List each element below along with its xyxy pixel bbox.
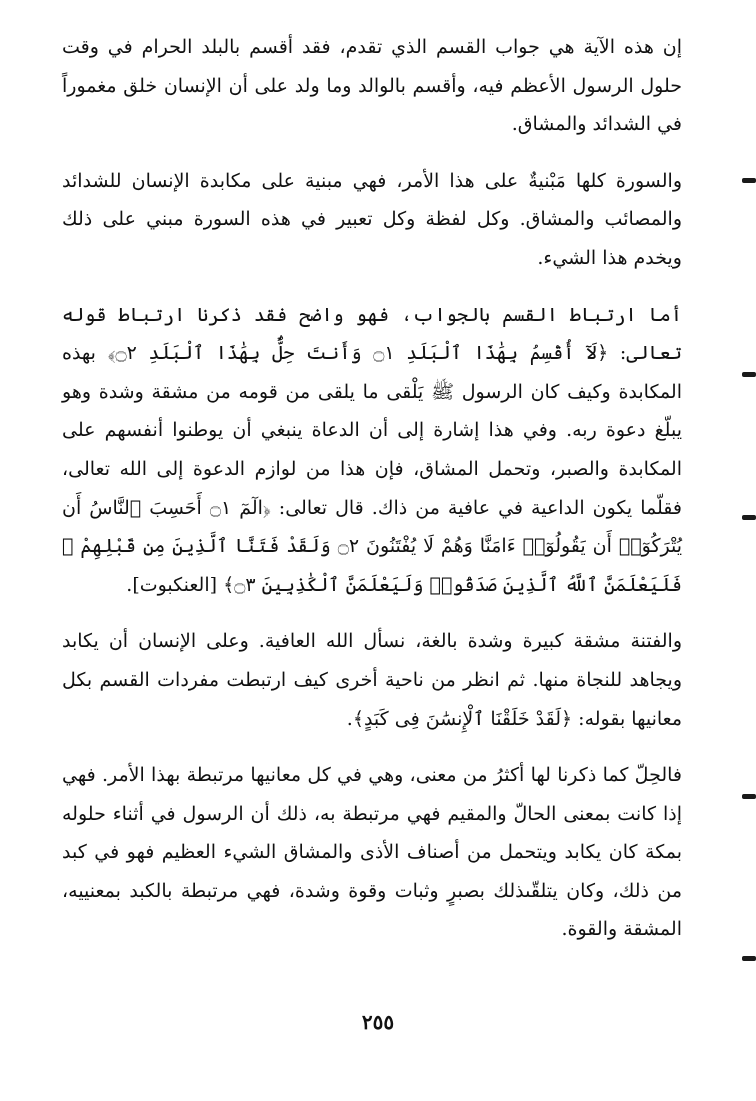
paragraph-surah-structure: والسورة كلها مَبْنيةٌ على هذا الأمر، فهي مبنية على مكابدة الإنسان للشدائد والمصائب والمشاق. وكل لفظة وكل تعبير في هذه السورة مبني على ذلك ويخدم هذا الشيء. [62,169,682,269]
edge-mark [742,372,756,377]
edge-mark [742,794,756,799]
edge-mark [742,515,756,520]
edge-mark [742,178,756,183]
paragraph-oath-link: أما ارتباط القسم بالجواب، فهو واضح فقد ذكرنا ارتباط قوله تعالى: ﴿لَآ أُقْسِمُ بِهَٰذَا ٱلْبَلَدِ ۝١ وَأَنتَ حِلٌّۢ بِهَٰذَا ٱلْبَلَدِ ۝٢﴾ بهذه المكابدة وكيف كان الرسول ﷺ يَلْقى ما يلقى من قومه من مشقة وشدة وهو يبلّغ دعوة ربه. وفي هذا إشارة إلى أن الدعاة ينبغي أن يوطنوا أنفسهم على المكابدة والصبر، وتحمل المشاق، فإن هذا من لوازم الدعوة إلى الله تعالى، فقلّما يكون الداعية في عافية من ذاك. قال تعالى: ﴿الٓمٓ ۝١ أَحَسِبَ ٱلنَّاسُ أَن يُتْرَكُوٓا۟ أَن يَقُولُوٓا۟ ءَامَنَّا وَهُمْ لَا يُفْتَنُونَ ۝٢ وَلَقَدْ فَتَنَّا ٱلَّذِينَ مِن قَبْلِهِمْ ۖ فَلَيَعْلَمَنَّ ٱللَّهُ ٱلَّذِينَ صَدَقُوا۟ وَلَيَعْلَمَنَّ ٱلْكَٰذِبِينَ ۝٣﴾ [العنكبوت]. [62,303,683,596]
edge-mark [742,956,756,961]
page-number: ٢٥٥ [361,1010,395,1034]
paragraph-oath-answer: إن هذه الآية هي جواب القسم الذي تقدم، فقد أقسم بالبلد الحرام في وقت حلول الرسول الأعظم فيه، وأقسم بالوالد وما ولد على أن الإنسان خلق مغموراً في الشدائد والمشاق. [62,36,682,136]
paragraph-fitna: والفتنة مشقة كبيرة وشدة بالغة، نسأل الله العافية. وعلى الإنسان أن يكابد ويجاهد للنجاة منها. ثم انظر من ناحية أخرى كيف ارتبطت مفردات القسم بكل معانيها بقوله: ﴿لَقَدْ خَلَقْنَا ٱلْإِنسَٰنَ فِى كَبَدٍ﴾. [62,630,682,730]
paragraph-hill-meaning: فالحِلّ كما ذكرنا لها أكثرُ من معنى، وهي في كل معانيها مرتبطة بهذا الأمر. فهي إذا كانت بمعنى الحالّ والمقيم فهي مرتبطة به، ذلك أن الرسول في أثناء حلوله بمكة كان يكابد ويتحمل من أصناف الأذى والمشاق الشيء العظيم فهو في كبد من ذلك، وكان يتلقّىذلك بصبرٍ وثبات وقوة وشدة، فهي مرتبطة بالكبد بمعنييه، المشقة والقوة. [62,764,682,941]
page-body [62,28,682,967]
